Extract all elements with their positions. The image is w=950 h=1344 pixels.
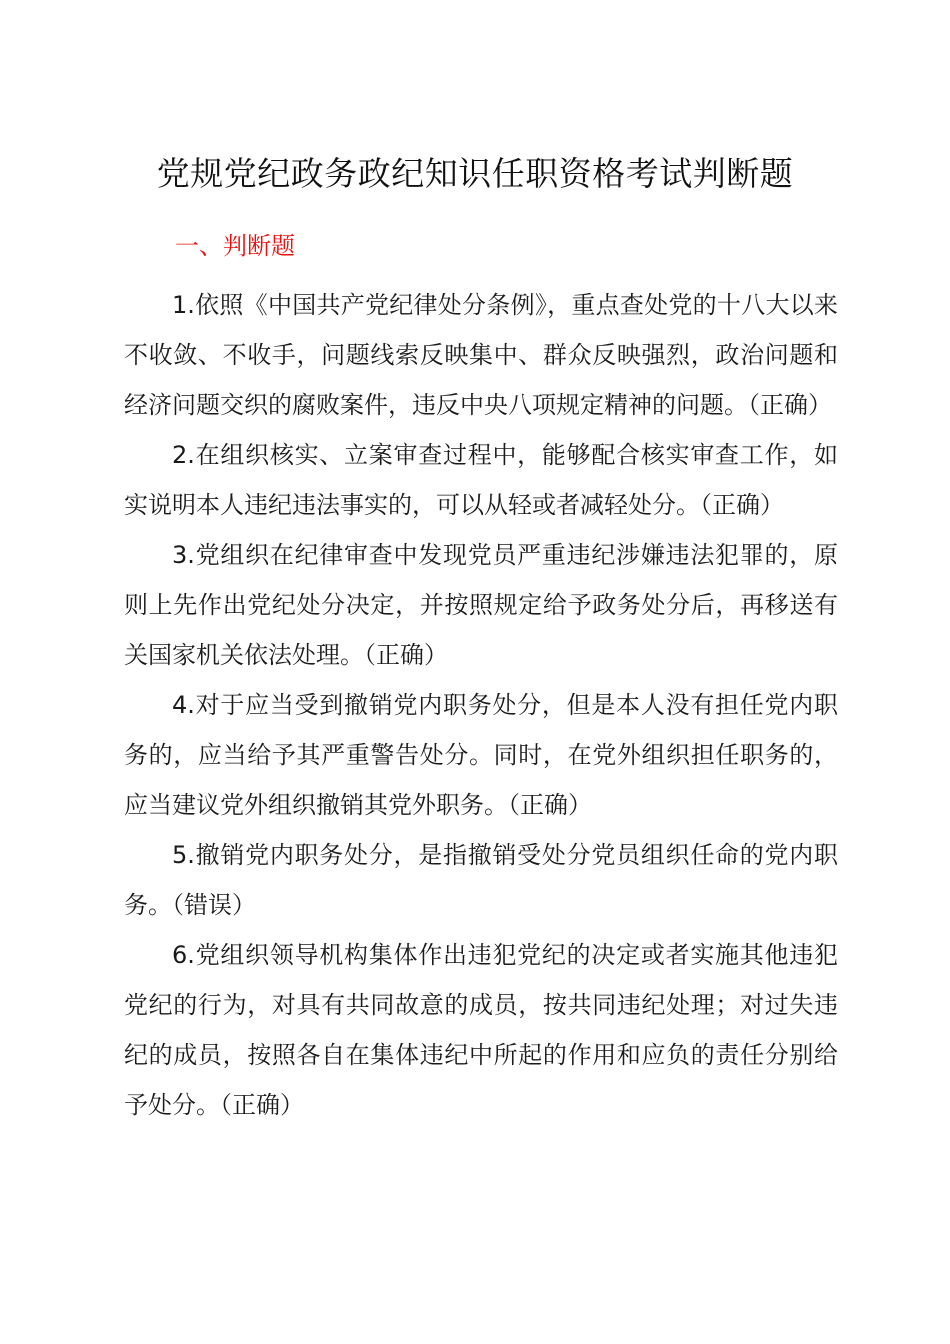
question-3: 3.党组织在纪律审查中发现党员严重违纪涉嫌违法犯罪的，原则上先作出党纪处分决定，并按照规定给予政务处分后，再移送有关国家机关依法处理。（正确） [124,541,838,669]
question-6: 6.党组织领导机构集体作出违犯党纪的决定或者实施其他违犯党纪的行为，对具有共同故意的成员，按共同违纪处理；对过失违纪的成员，按照各自在集体违纪中所起的作用和应负的责任分别给予处分。（正确） [124,941,838,1119]
section-heading: 一、判断题 [175,232,295,260]
page-title: 党规党纪政务政纪知识任职资格考试判断题 [156,154,794,193]
question-2: 2.在组织核实、立案审查过程中，能够配合核实审查工作，如实说明本人违纪违法事实的，可以从轻或者减轻处分。（正确） [124,441,838,519]
question-5: 5.撤销党内职务处分，是指撤销受处分党员组织任命的党内职务。（错误） [124,841,838,919]
question-1: 1.依照《中国共产党纪律处分条例》，重点查处党的十八大以来不收敛、不收手，问题线索反映集中、群众反映强烈，政治问题和经济问题交织的腐败案件，违反中央八项规定精神的问题。（正确） [124,291,838,419]
question-list [124,280,838,1130]
question-4: 4.对于应当受到撤销党内职务处分，但是本人没有担任党内职务的，应当给予其严重警告处分。同时，在党外组织担任职务的，应当建议党外组织撤销其党外职务。（正确） [124,691,838,819]
